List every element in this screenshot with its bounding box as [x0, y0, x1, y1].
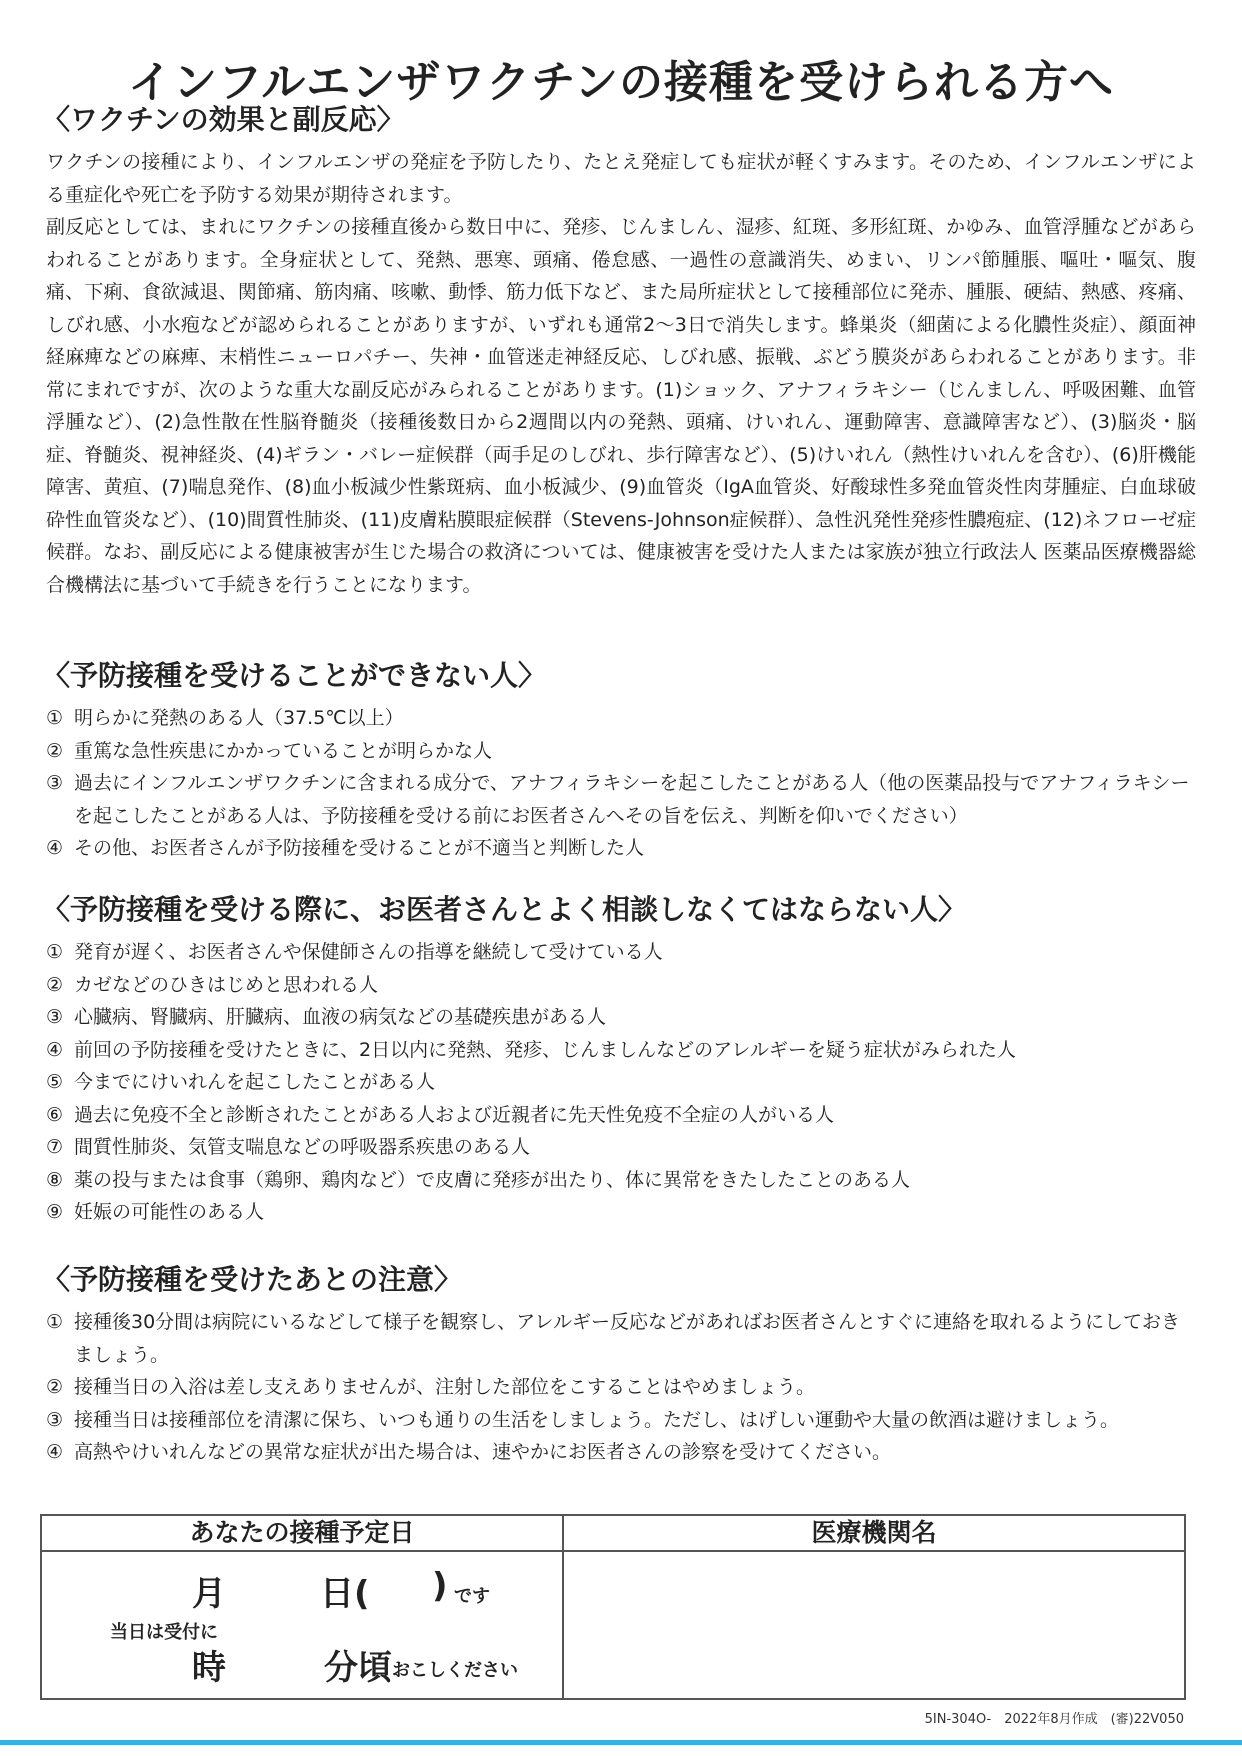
- item-text: 薬の投与または食事（鶏卵、鶏肉など）で皮膚に発疹が出たり、体に異常をきたしたことのある人: [74, 1168, 911, 1191]
- list-item: [46, 1371, 1196, 1404]
- item-text: 間質性肺炎、気管支喘息などの呼吸器系疾患のある人: [74, 1136, 531, 1158]
- item-text: カゼなどのひきはじめと思われる人: [74, 973, 379, 996]
- item-text: 明らかに発熱のある人（37.5℃以上）: [74, 707, 404, 729]
- appointment-date-column: [42, 1516, 564, 1698]
- cannot-receive-list: [46, 702, 1196, 865]
- item-text: 重篤な急性疾患にかかっていることが明らかな人: [74, 739, 493, 762]
- list-item: [46, 735, 1196, 768]
- item-text: 妊娠の可能性のある人: [74, 1201, 265, 1223]
- list-item: [46, 936, 1196, 969]
- item-text: 接種後30分間は病院にいるなどして様子を観察し、アレルギー反応などがあればお医者さんとすぐに連絡を取れるようにしておきましょう。: [74, 1311, 1180, 1366]
- minute-label: 分頃: [324, 1648, 392, 1688]
- item-text: 今までにけいれんを起こしたことがある人: [74, 1071, 436, 1093]
- item-text: 高熱やけいれんなどの異常な症状が出た場合は、速やかにお医者さんの診察を受けてください。: [74, 1441, 892, 1463]
- list-item: [46, 832, 1196, 865]
- list-item: [46, 1436, 1196, 1469]
- item-number: ⑥: [46, 1103, 64, 1126]
- item-text: 前回の予防接種を受けたときに、2日以内に発熱、発疹、じんましんなどのアレルギーを疑う症状がみられた人: [74, 1038, 1016, 1061]
- reception-note: 当日は受付に: [110, 1622, 218, 1643]
- month-label: 月: [192, 1574, 226, 1614]
- appointment-table: [40, 1514, 1186, 1700]
- consult-section: [42, 890, 1196, 1229]
- item-number: ③: [46, 1006, 64, 1028]
- clinic-name-header: 医療機関名: [564, 1516, 1184, 1552]
- item-number: ⑨: [46, 1201, 64, 1223]
- bottom-accent-bar: [0, 1740, 1242, 1745]
- item-text: 心臓病、腎臓病、肝臓病、血液の病気などの基礎疾患がある人: [74, 1006, 607, 1028]
- document-code: 5IN-304O- 2022年8月作成 (審)22V050: [924, 1712, 1184, 1727]
- list-item: [46, 1404, 1196, 1437]
- day-close-label: ): [432, 1566, 448, 1606]
- item-text: 接種当日は接種部位を清潔に保ち、いつも通りの生活をしましょう。ただし、はげしい運動や大量の飲酒は避けましょう。: [74, 1408, 1120, 1431]
- item-number: ②: [46, 739, 64, 762]
- effects-paragraph-1: ワクチンの接種により、インフルエンザの発症を予防したり、たとえ発症しても症状が軽くすみます。そのため、インフルエンザによる重症化や死亡を予防する効果が期待されます。: [46, 151, 1196, 206]
- item-number: ④: [46, 1441, 64, 1463]
- hour-label: 時: [192, 1648, 226, 1688]
- item-text: 過去にインフルエンザワクチンに含まれる成分で、アナフィラキシーを起こしたことがある人（他の医薬品投与でアナフィラキシーを起こしたことがある人は、予防接種を受ける前にお医者さんへその旨を伝え、判断を仰いでください）: [74, 772, 1190, 827]
- item-number: ③: [46, 1408, 64, 1431]
- day-label: 日(: [320, 1574, 370, 1614]
- item-number: ①: [46, 707, 64, 729]
- effects-section: [42, 100, 1196, 601]
- item-number: ①: [46, 1311, 64, 1333]
- cannot-receive-heading: 〈予防接種を受けることができない人〉: [42, 659, 547, 692]
- list-item: [46, 767, 1196, 832]
- after-care-list: [46, 1306, 1196, 1469]
- consult-heading: 〈予防接種を受ける際に、お医者さんとよく相談しなくてはならない人〉: [42, 893, 967, 926]
- item-number: ④: [46, 837, 64, 859]
- desu-label: です: [454, 1586, 490, 1607]
- item-text: 接種当日の入浴は差し支えありませんが、注射した部位をこすることはやめましょう。: [74, 1376, 816, 1398]
- item-number: ⑧: [46, 1168, 64, 1191]
- item-number: ②: [46, 973, 64, 996]
- after-care-section: [42, 1260, 1196, 1469]
- list-item: [46, 1306, 1196, 1371]
- item-number: ⑦: [46, 1136, 64, 1158]
- item-number: ④: [46, 1038, 64, 1061]
- cannot-receive-section: [42, 656, 1196, 865]
- appointment-date-header: あなたの接種予定日: [42, 1516, 562, 1552]
- consult-list: [46, 936, 1196, 1229]
- item-number: ①: [46, 941, 64, 963]
- clinic-name-column: [564, 1516, 1184, 1698]
- list-item: [46, 1001, 1196, 1034]
- list-item: [46, 1131, 1196, 1164]
- come-note: おこしください: [392, 1660, 518, 1681]
- list-item: [46, 1066, 1196, 1099]
- effects-heading: 〈ワクチンの効果と副反応〉: [42, 103, 405, 136]
- list-item: [46, 702, 1196, 735]
- item-number: ②: [46, 1376, 64, 1398]
- list-item: [46, 1034, 1196, 1067]
- list-item: [46, 969, 1196, 1002]
- list-item: [46, 1196, 1196, 1229]
- item-text: その他、お医者さんが予防接種を受けることが不適当と判断した人: [74, 837, 645, 859]
- list-item: [46, 1099, 1196, 1132]
- item-text: 過去に免疫不全と診断されたことがある人および近親者に先天性免疫不全症の人がいる人: [74, 1103, 835, 1126]
- item-number: ③: [46, 772, 64, 794]
- item-number: ⑤: [46, 1071, 64, 1093]
- list-item: [46, 1164, 1196, 1197]
- page-title: インフルエンザワクチンの接種を受けられる方へ: [127, 57, 1115, 108]
- after-care-heading: 〈予防接種を受けたあとの注意〉: [42, 1263, 463, 1296]
- item-text: 発育が遅く、お医者さんや保健師さんの指導を継続して受けている人: [74, 941, 663, 963]
- effects-paragraph-2: 副反応としては、まれにワクチンの接種直後から数日中に、発疹、じんましん、湿疹、紅斑、多形紅斑、かゆみ、血管浮腫などがあらわれることがあります。全身症状として、発熱、悪寒、頭痛、倦怠感、一過性の意識消失、めまい、リンパ節腫脹、嘔吐・嘔気、腹痛、下痢、食欲減退、関節痛、筋肉痛、咳嗽、動悸、筋力低下など、また局所症状として接種部位に発赤、腫脹、硬結、熱感、疼痛、しびれ感、小水疱などが認められることがありますが、いずれも通常2〜3日で消失します。蜂巣炎（細菌による化膿性炎症）、顔面神経麻痺などの麻痺、末梢性ニューロパチー、失神・血管迷走神経反応、しびれ感、振戦、ぶどう膜炎があらわれることがあります。非常にまれですが、次のような重大な副反応がみられることがあります。(1)ショック、アナフィラキシー（じんましん、呼吸困難、血管浮腫など）、(2)急性散在性脳脊髄炎（接種後数日から2週間以内の発熱、頭痛、けいれん、運動障害、意識障害など）、(3)脳炎・脳症、脊髄炎、視神経炎、(4)ギラン・バレー症候群（両手足のしびれ、歩行障害など）、(5)けいれん（熱性けいれんを含む）、(6)肝機能障害、黄疸、(7)喘息発作、(8)血小板減少性紫斑病、血小板減少、(9)血管炎（IgA血管炎、好酸球性多発血管炎性肉芽腫症、白血球破砕性血管炎など）、(10)間質性肺炎、(11)皮膚粘膜眼症候群（Stevens-Johnson症候群）、急性汎発性発疹性膿疱症、(12)ネフローゼ症候群。なお、副反応による健康被害が生じた場合の救済については、健康被害を受けた人または家族が独立行政法人 医薬品医療機器総合機構法に基づいて手続きを行うことになります。: [46, 216, 1196, 596]
